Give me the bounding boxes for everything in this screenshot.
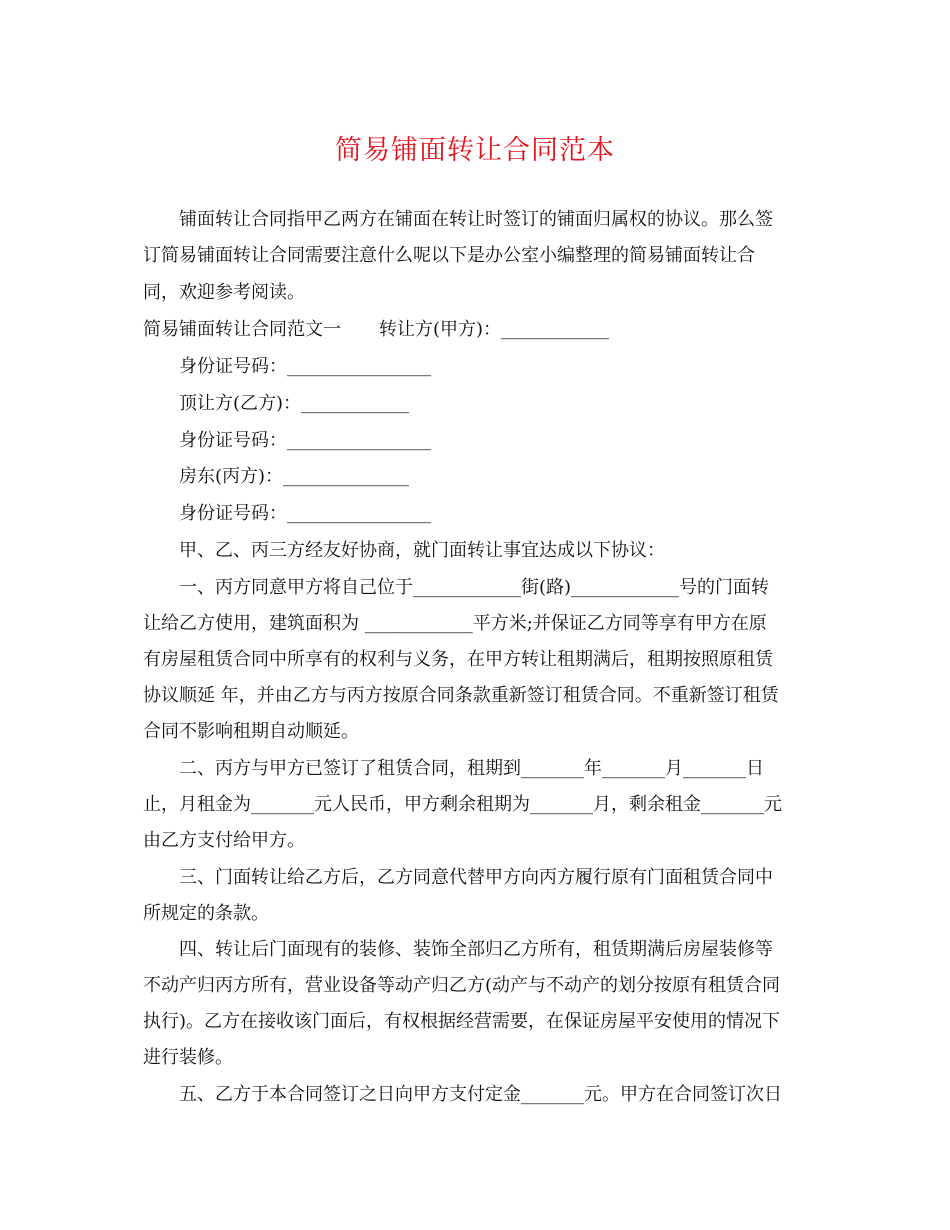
clause-1-line-2: 让给乙方使用，建筑面积为 ____________平方米;并保证乙方同等享有甲方在原 xyxy=(143,613,767,634)
clause-2-line-3: 由乙方支付给甲方。 xyxy=(143,830,305,851)
agreement-intro: 甲、乙、丙三方经友好协商，就门面转让事宜达成以下协议： xyxy=(179,540,665,561)
clause-1-line-3: 有房屋租赁合同中所享有的权利与义务，在甲方转让租期满后，租期按照原租赁 xyxy=(143,649,773,670)
clause-5-line-1: 五、乙方于本合同签订之日向甲方支付定金_______元。甲方在合同签订次日 xyxy=(179,1084,782,1105)
clause-4-line-3: 执行)。乙方在接收该门面后，有权根据经营需要，在保证房屋平安使用的情况下 xyxy=(143,1011,781,1032)
transferor-field: 转让方(甲方)：____________ xyxy=(379,319,610,340)
clause-4-line-4: 进行装修。 xyxy=(143,1047,233,1068)
intro-line-1: 铺面转让合同指甲乙两方在铺面在转让时签订的铺面归属权的协议。那么签 xyxy=(179,209,773,230)
clause-2-line-1: 二、丙方与甲方已签订了租赁合同，租期到_______年_______月_______日 xyxy=(179,758,764,779)
transferor-row xyxy=(143,318,609,342)
sample-heading: 简易铺面转让合同范文一 xyxy=(143,319,341,340)
landlord-field: 房东(丙方)：______________ xyxy=(179,466,410,487)
clause-4-line-1: 四、转让后门面现有的装修、装饰全部归乙方所有，租赁期满后房屋装修等 xyxy=(179,939,773,960)
document-title: 简易铺面转让合同范本 xyxy=(335,135,615,166)
clause-1-line-1: 一、丙方同意甲方将自己位于____________街(路)____________号的门面转 xyxy=(179,577,770,598)
clause-3-line-1: 三、门面转让给乙方后，乙方同意代替甲方向丙方履行原有门面租赁合同中 xyxy=(179,867,773,888)
clause-4-line-2: 不动产归丙方所有，营业设备等动产归乙方(动产与不动产的划分按原有租赁合同 xyxy=(143,975,781,996)
clause-2-line-2: 止，月租金为_______元人民币，甲方剩余租期为_______月，剩余租金_______元 xyxy=(143,794,782,815)
clause-1-line-5: 合同不影响租期自动顺延。 xyxy=(143,721,359,742)
id-number-field-2: 身份证号码：________________ xyxy=(179,430,431,451)
intro-line-3: 同，欢迎参考阅读。 xyxy=(143,282,305,303)
id-number-field-3: 身份证号码：________________ xyxy=(179,503,431,524)
transferee-field: 顶让方(乙方)：____________ xyxy=(179,393,410,414)
id-number-field-1: 身份证号码：________________ xyxy=(179,356,431,377)
intro-line-2: 订简易铺面转让合同需要注意什么呢以下是办公室小编整理的简易铺面转让合 xyxy=(143,245,755,266)
clause-1-line-4: 协议顺延 年，并由乙方与丙方按原合同条款重新签订租赁合同。不重新签订租赁 xyxy=(143,685,779,706)
clause-3-line-2: 所规定的条款。 xyxy=(143,903,269,924)
